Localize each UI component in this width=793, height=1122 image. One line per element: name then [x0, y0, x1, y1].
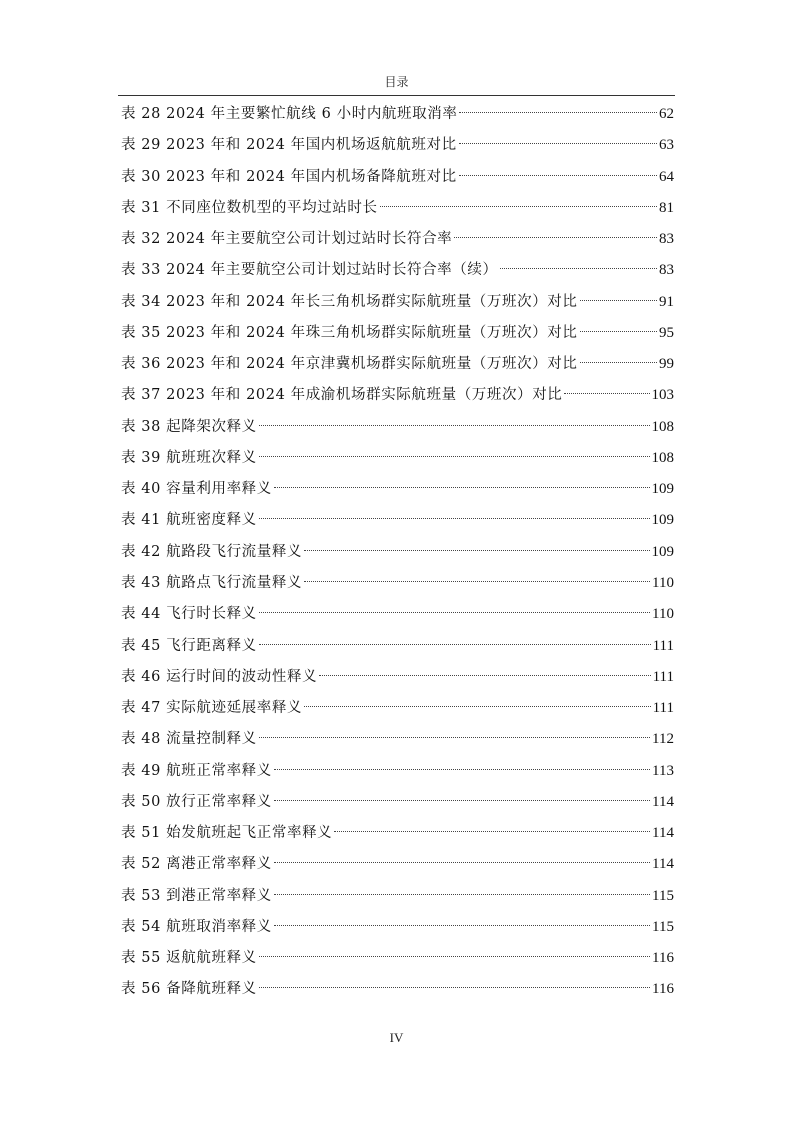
toc-entry-label: 表 47 实际航迹延展率释义: [121, 700, 303, 717]
toc-entry-label: 表 51 始发航班起飞正常率释义: [121, 825, 333, 842]
toc-entry[interactable]: [121, 318, 674, 349]
toc-entry-page-number: 110: [652, 574, 674, 591]
toc-dot-leader: [334, 831, 650, 832]
toc-entry[interactable]: [121, 443, 674, 474]
toc-entry[interactable]: [121, 912, 674, 943]
toc-entry-page-number: 114: [652, 856, 674, 873]
toc-dot-leader: [500, 268, 657, 269]
toc-entry[interactable]: [121, 662, 674, 693]
toc-entry-page-number: 116: [652, 981, 674, 998]
toc-entry-label: 表 55 返航航班释义: [121, 950, 257, 967]
toc-dot-leader: [274, 925, 650, 926]
toc-entry[interactable]: [121, 568, 674, 599]
toc-entry-page-number: 114: [652, 825, 674, 842]
toc-entry-label: 表 56 备降航班释义: [121, 981, 257, 998]
toc-dot-leader: [304, 581, 650, 582]
toc-entry[interactable]: [121, 881, 674, 912]
toc-entry-page-number: 113: [652, 762, 674, 779]
toc-entry-page-number: 81: [659, 199, 674, 216]
toc-entry[interactable]: [121, 224, 674, 255]
toc-entry-label: 表 50 放行正常率释义: [121, 793, 272, 810]
toc-entry-page-number: 110: [652, 606, 674, 623]
toc-dot-leader: [259, 737, 650, 738]
toc-entry-label: 表 33 2024 年主要航空公司计划过站时长符合率（续）: [121, 262, 498, 279]
toc-entry-label: 表 29 2023 年和 2024 年国内机场返航航班对比: [121, 137, 457, 154]
toc-dot-leader: [259, 612, 650, 613]
toc-entry-page-number: 83: [659, 231, 674, 248]
toc-entry-label: 表 32 2024 年主要航空公司计划过站时长符合率: [121, 231, 453, 248]
toc-entry-label: 表 54 航班取消率释义: [121, 918, 272, 935]
toc-entry-label: 表 44 飞行时长释义: [121, 606, 257, 623]
toc-dot-leader: [259, 425, 650, 426]
toc-entry-label: 表 30 2023 年和 2024 年国内机场备降航班对比: [121, 168, 457, 185]
toc-entry-page-number: 103: [651, 387, 674, 404]
header-divider: [118, 95, 675, 96]
toc-entry-label: 表 37 2023 年和 2024 年成渝机场群实际航班量（万班次）对比: [121, 387, 563, 404]
toc-entry-label: 表 31 不同座位数机型的平均过站时长: [121, 199, 378, 216]
toc-entry-label: 表 38 起降架次释义: [121, 418, 257, 435]
toc-entry-page-number: 64: [659, 168, 674, 185]
toc-entry[interactable]: [121, 724, 674, 755]
toc-entry-label: 表 43 航路点飞行流量释义: [121, 574, 303, 591]
toc-entry-label: 表 52 离港正常率释义: [121, 856, 272, 873]
toc-dot-leader: [259, 518, 650, 519]
toc-entry-page-number: 111: [652, 700, 674, 717]
toc-dot-leader: [259, 456, 650, 457]
toc-entry-label: 表 28 2024 年主要繁忙航线 6 小时内航班取消率: [121, 106, 458, 122]
toc-entry-label: 表 45 飞行距离释义: [121, 637, 257, 654]
toc-entry-page-number: 91: [659, 293, 674, 310]
toc-entry[interactable]: [121, 380, 674, 411]
toc-entry-label: 表 34 2023 年和 2024 年长三角机场群实际航班量（万班次）对比: [121, 293, 578, 310]
table-of-contents-list: [121, 99, 674, 1006]
toc-entry-page-number: 108: [651, 449, 674, 466]
toc-entry[interactable]: [121, 255, 674, 286]
toc-entry-label: 表 35 2023 年和 2024 年珠三角机场群实际航班量（万班次）对比: [121, 324, 578, 341]
toc-entry[interactable]: [121, 412, 674, 443]
toc-entry[interactable]: [121, 193, 674, 224]
toc-entry-page-number: 108: [651, 418, 674, 435]
toc-dot-leader: [459, 143, 657, 144]
toc-dot-leader: [274, 894, 650, 895]
toc-entry-label: 表 48 流量控制释义: [121, 731, 257, 748]
toc-entry-page-number: 83: [659, 262, 674, 279]
toc-dot-leader: [454, 237, 657, 238]
toc-entry[interactable]: [121, 130, 674, 161]
toc-entry-label: 表 49 航班正常率释义: [121, 762, 272, 779]
toc-entry-label: 表 41 航班密度释义: [121, 512, 257, 529]
toc-dot-leader: [459, 175, 657, 176]
toc-entry-page-number: 63: [659, 137, 674, 154]
toc-entry-page-number: 114: [652, 793, 674, 810]
toc-entry-label: 表 40 容量利用率释义: [121, 481, 272, 498]
toc-entry-page-number: 95: [659, 324, 674, 341]
toc-entry-page-number: 109: [651, 543, 674, 560]
toc-entry[interactable]: [121, 349, 674, 380]
toc-dot-leader: [274, 487, 650, 488]
toc-entry-page-number: 116: [652, 950, 674, 967]
toc-entry[interactable]: [121, 943, 674, 974]
toc-entry-page-number: 115: [652, 887, 674, 904]
toc-entry[interactable]: [121, 474, 674, 505]
toc-entry[interactable]: [121, 287, 674, 318]
footer-page-number: IV: [389, 1030, 404, 1045]
toc-entry[interactable]: [121, 974, 674, 1005]
toc-entry[interactable]: [121, 99, 674, 130]
toc-dot-leader: [580, 300, 658, 301]
toc-entry[interactable]: [121, 162, 674, 193]
toc-dot-leader: [259, 644, 651, 645]
toc-entry[interactable]: [121, 693, 674, 724]
toc-dot-leader: [304, 706, 651, 707]
toc-dot-leader: [304, 550, 649, 551]
toc-dot-leader: [380, 206, 657, 207]
toc-entry-page-number: 112: [652, 731, 674, 748]
toc-entry-page-number: 115: [652, 918, 674, 935]
toc-dot-leader: [319, 675, 650, 676]
toc-dot-leader: [459, 112, 657, 113]
toc-entry-page-number: 111: [652, 668, 674, 685]
toc-entry[interactable]: [121, 756, 674, 787]
toc-dot-leader: [274, 800, 650, 801]
toc-entry-page-number: 62: [659, 106, 674, 122]
toc-entry[interactable]: [121, 505, 674, 536]
toc-entry-label: 表 36 2023 年和 2024 年京津冀机场群实际航班量（万班次）对比: [121, 356, 578, 373]
toc-entry[interactable]: [121, 787, 674, 818]
toc-entry-label: 表 39 航班班次释义: [121, 449, 257, 466]
toc-entry[interactable]: [121, 631, 674, 662]
toc-entry[interactable]: [121, 818, 674, 849]
toc-dot-leader: [274, 862, 650, 863]
toc-entry-page-number: 111: [652, 637, 674, 654]
toc-entry-label: 表 46 运行时间的波动性释义: [121, 668, 318, 685]
toc-entry-page-number: 99: [659, 356, 674, 373]
page-header-title: 目录: [384, 75, 409, 89]
toc-entry-page-number: 109: [651, 481, 674, 498]
toc-dot-leader: [274, 769, 650, 770]
toc-entry[interactable]: [121, 849, 674, 880]
toc-dot-leader: [259, 987, 650, 988]
toc-entry-label: 表 53 到港正常率释义: [121, 887, 272, 904]
toc-entry[interactable]: [121, 537, 674, 568]
toc-dot-leader: [564, 393, 649, 394]
toc-dot-leader: [580, 362, 658, 363]
toc-entry-label: 表 42 航路段飞行流量释义: [121, 543, 303, 560]
toc-entry[interactable]: [121, 599, 674, 630]
toc-entry-page-number: 109: [651, 512, 674, 529]
toc-dot-leader: [580, 331, 658, 332]
toc-dot-leader: [259, 956, 650, 957]
